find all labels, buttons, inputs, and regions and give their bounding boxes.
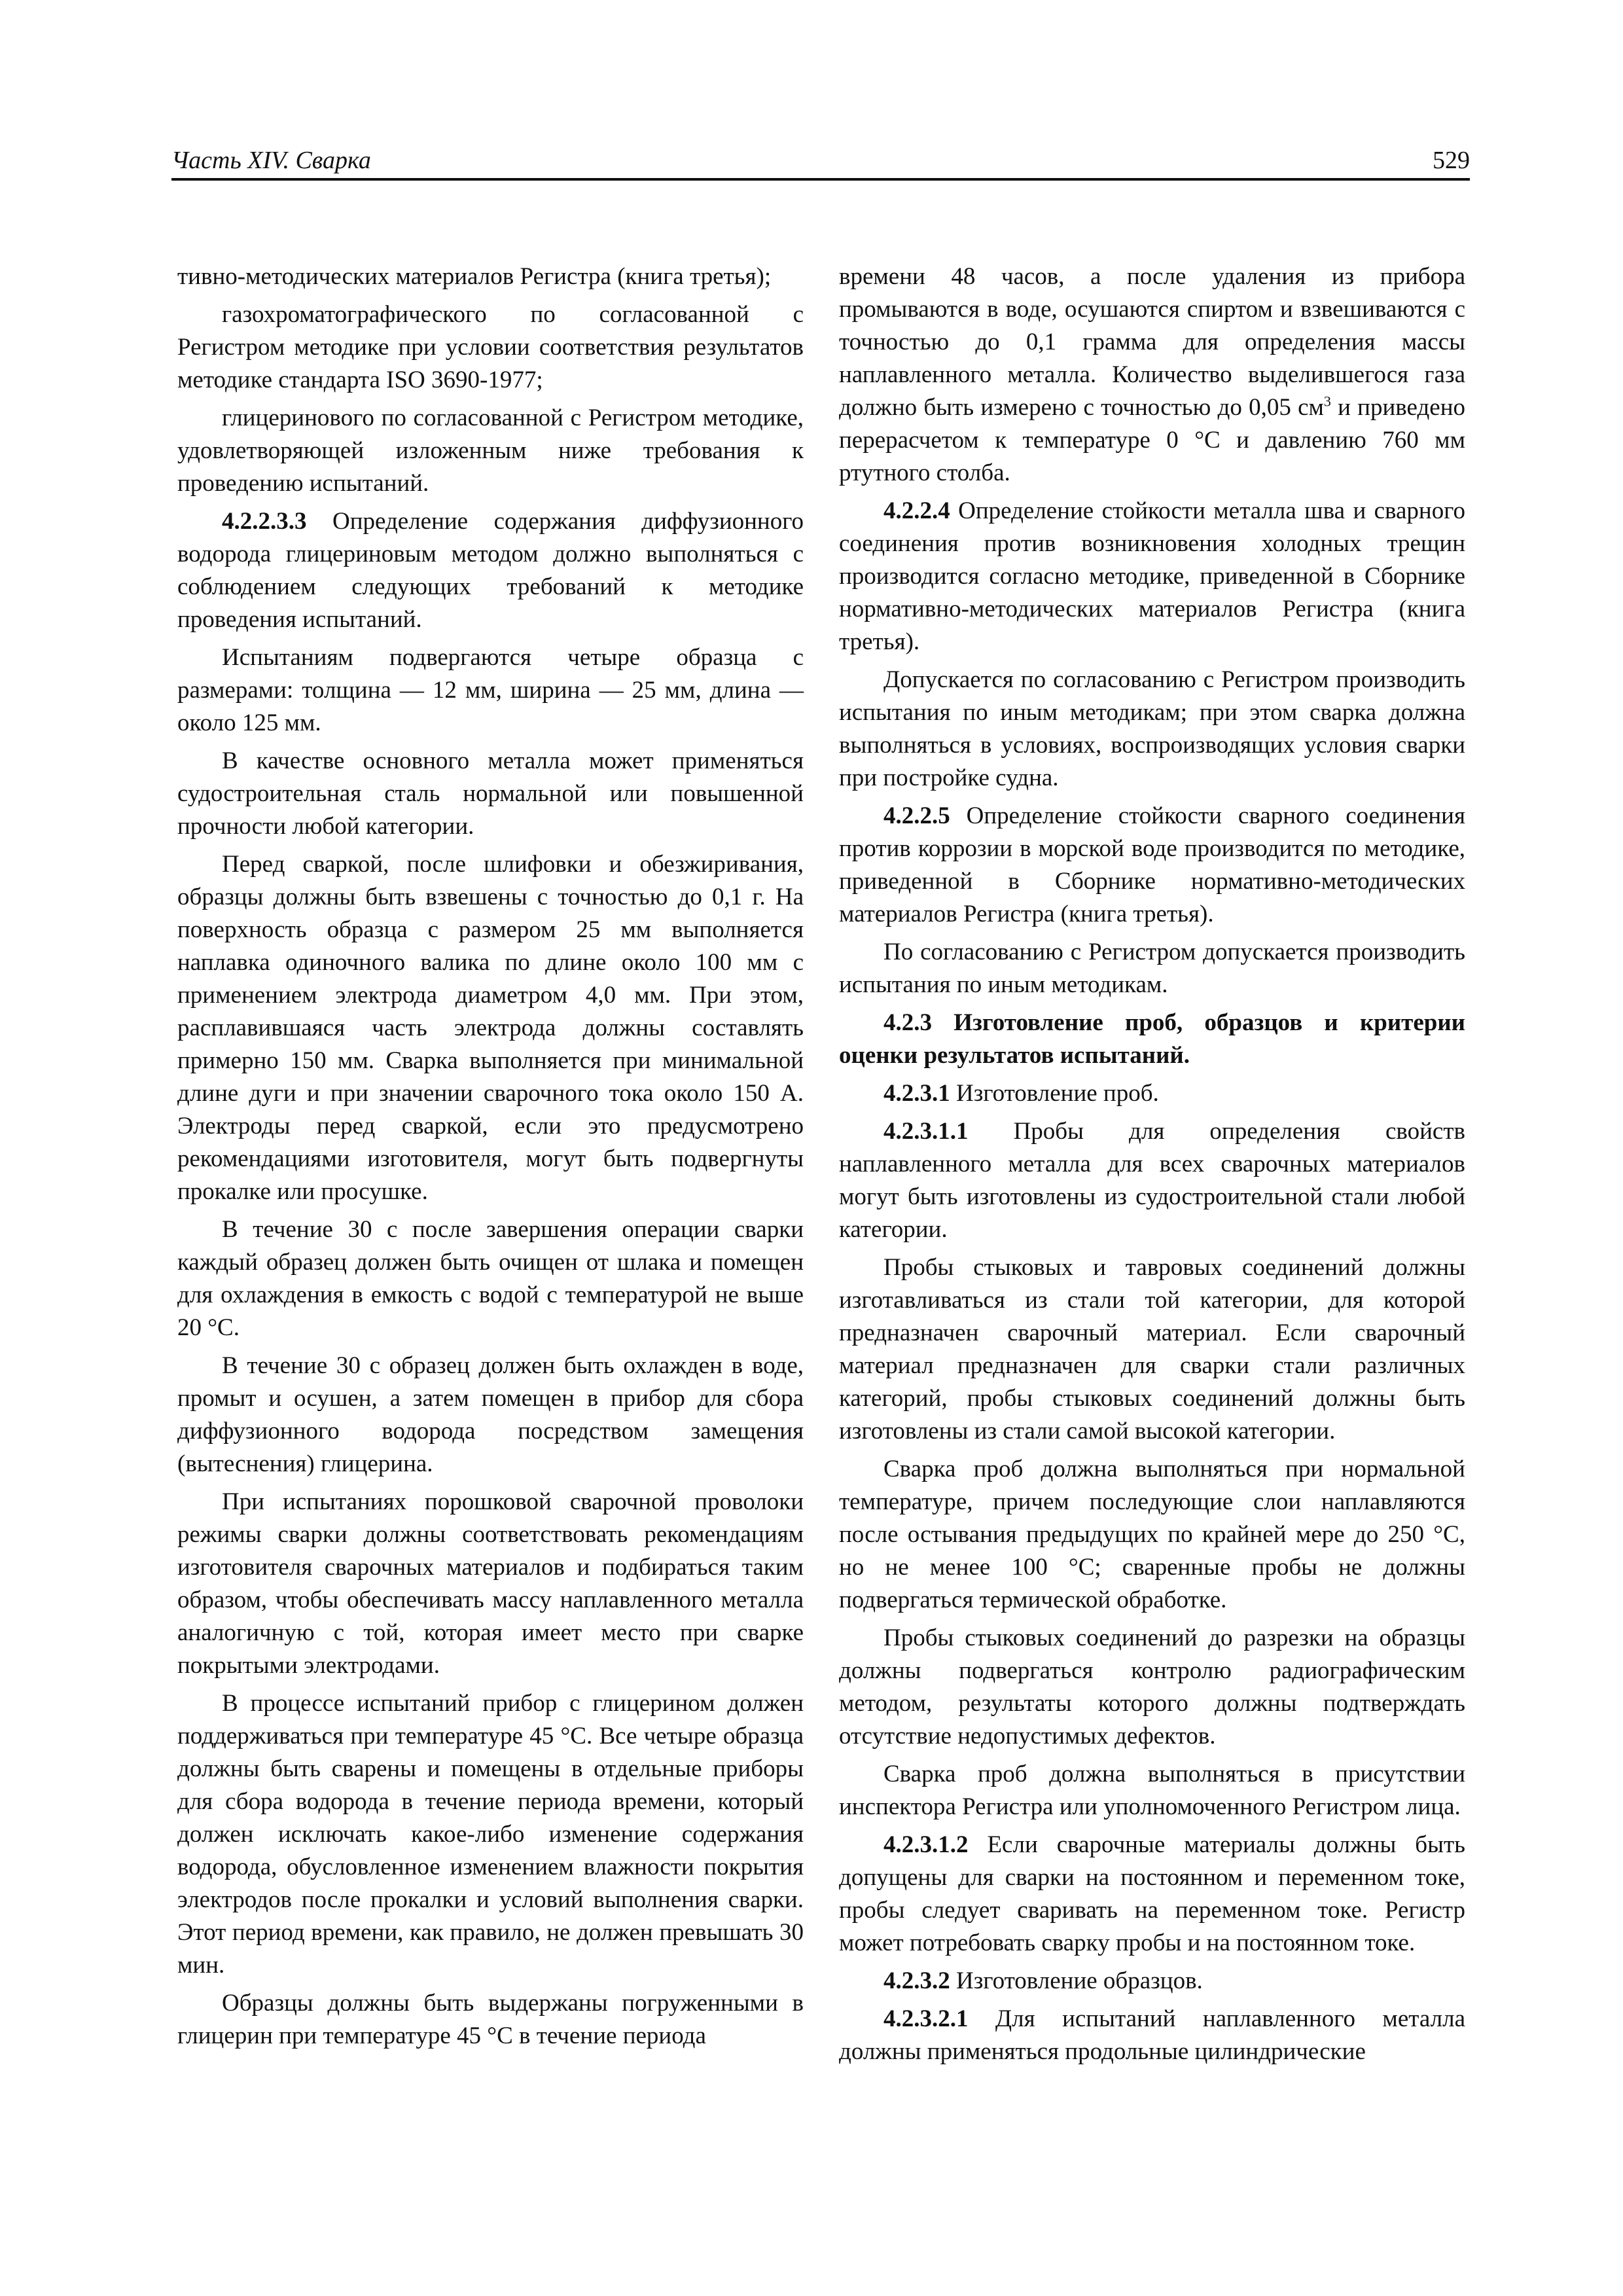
paragraph: Испытаниям подвергаются четыре образца с размерами: толщина — 12 мм, ширина — 25 мм, длина — около 125 мм.: [177, 644, 804, 736]
paragraph-text: Определение стойкости металла шва и сварного соединения против возникновения холодных трещин производится согласно методике, приведенной в Сборнике нормативно-методических материалов Регистра (книга третья).: [839, 497, 1465, 655]
paragraph-text: Для испытаний наплавленного металла должны применяться продольные цилиндрические: [839, 2005, 1465, 2065]
section-paragraph: [839, 495, 1465, 658]
paragraph: Пробы стыковых и тавровых соединений должны изготавливаться из стали той категории, для которой предназначен сварочный материал. Если сварочный материал предназначен для сварки стали различных категорий, пробы стыковых соединений должны быть изготовлены из стали самой высокой категории.: [839, 1254, 1465, 1444]
paragraph: [839, 260, 1465, 490]
running-header: [171, 139, 1470, 181]
section-number: 4.2.2.4: [883, 497, 950, 524]
paragraph: В качестве основного металла может применяться судостроительная сталь нормальной или повышенной прочности любой категории.: [177, 747, 804, 840]
section-paragraph: [839, 1115, 1465, 1246]
paragraph: В течение 30 с образец должен быть охлажден в воде, промыт и осушен, а затем помещен в прибор для сбора диффузионного водорода посредством замещения (вытеснения) глицерина.: [177, 1352, 804, 1477]
section-paragraph: [839, 1965, 1465, 1998]
paragraph-text: Определение стойкости сварного соединения против коррозии в морской воде производится по методике, приведенной в Сборнике нормативно-методических материалов Регистра (книга третья).: [839, 802, 1465, 927]
section-paragraph: [839, 800, 1465, 931]
paragraph: Сварка проб должна выполняться в присутствии инспектора Регистра или уполномоченного Регистром лица.: [839, 1761, 1465, 1820]
paragraph-text: и приведено перерасчетом к температуре 0 °С и давлению 760 мм ртутного столба.: [839, 394, 1466, 486]
section-paragraph: [177, 505, 804, 636]
paragraph-text: Если сварочные материалы должны быть допущены для сварки на постоянном и переменном токе, пробы следует сваривать на переменном токе. Регистр может потребовать сварку пробы и на постоянном токе.: [839, 1831, 1465, 1956]
section-number: 4.2.3.2.1: [883, 2005, 969, 2032]
paragraph: тивно-методических материалов Регистра (книга третья);: [177, 263, 772, 290]
paragraph-text: Пробы для определения свойств наплавленного металла для всех сварочных материалов могут быть изготовлены из судостроительной стали любой категории.: [839, 1118, 1465, 1243]
paragraph: Пробы стыковых соединений до разрезки на образцы должны подвергаться контролю радиографическим методом, результаты которого должны подтверждать отсутствие недопустимых дефектов.: [839, 1624, 1465, 1749]
paragraph: Перед сваркой, после шлифовки и обезжиривания, образцы должны быть взвешены с точностью до 0,1 г. На поверхность образца с размером 25 мм выполняется наплавка одиночного валика по длине около 100 мм с применением электрода диаметром 4,0 мм. При этом, расплавившаяся часть электрода должны составлять примерно 150 мм. Сварка выполняется при минимальной длине дуги и при значении сварочного тока около 150 А. Электроды перед сваркой, если это предусмотрено рекомендациями изготовителя, могут быть подвергнуты прокалке или просушке.: [177, 851, 804, 1205]
paragraph-text: Изготовление образцов.: [950, 1967, 1203, 1994]
section-paragraph: [839, 1829, 1465, 1960]
section-number: 4.2.3.1: [883, 1080, 950, 1107]
left-column: [177, 260, 804, 2053]
paragraph: газохроматографического по согласованной с Регистром методике при условии соответствия результатов методике стандарта ISO 3690-1977;: [177, 301, 804, 393]
page-number: 529: [1433, 147, 1470, 174]
paragraph: Образцы должны быть выдержаны погруженными в глицерин при температуре 45 °С в течение периода: [177, 1990, 804, 2049]
section-paragraph: [839, 1077, 1465, 1110]
paragraph: Допускается по согласованию с Регистром производить испытания по иным методикам; при этом сварка должна выполняться в условиях, воспроизводящих условия сварки при постройке судна.: [839, 666, 1465, 791]
right-column: [839, 260, 1465, 2068]
section-heading: 4.2.3 Изготовление проб, образцов и критерии оценки результатов испытаний.: [839, 1009, 1465, 1069]
paragraph-text: Определение содержания диффузионного водорода глицериновым методом должно выполняться с соблюдением следующих требований к методике проведения испытаний.: [177, 508, 804, 633]
section-paragraph: [839, 2003, 1465, 2068]
section-title: Часть XIV. Сварка: [171, 147, 371, 174]
paragraph: глицеринового по согласованной с Регистром методике, удовлетворяющей изложенным ниже требования к проведению испытаний.: [177, 404, 804, 497]
section-number: 4.2.3.1.2: [883, 1831, 969, 1858]
paragraph: В течение 30 с после завершения операции сварки каждый образец должен быть очищен от шлака и помещен для охлаждения в емкость с водой с температурой не выше 20 °С.: [177, 1216, 804, 1341]
paragraph: По согласованию с Регистром допускается производить испытания по иным методикам.: [839, 939, 1465, 998]
paragraph-text: времени 48 часов, а после удаления из прибора промываются в воде, осушаются спиртом и взвешиваются с точностью до 0,1 грамма для определения массы наплавленного металла. Количество выделившегося газа должно быть измерено с точностью до 0,05 см: [839, 263, 1465, 421]
section-number: 4.2.2.5: [883, 802, 950, 829]
paragraph-text: Изготовление проб.: [950, 1080, 1159, 1107]
section-number: 4.2.2.3.3: [222, 508, 307, 535]
section-number: 4.2.3.1.1: [883, 1118, 969, 1145]
superscript: 3: [1323, 393, 1331, 410]
paragraph: При испытаниях порошковой сварочной проволоки режимы сварки должны соответствовать рекомендациям изготовителя сварочных материалов и подбираться таким образом, чтобы обеспечивать массу наплавленного металла аналогичную с той, которая имеет место при сварке покрытыми электродами.: [177, 1488, 804, 1679]
paragraph: В процессе испытаний прибор с глицерином должен поддерживаться при температуре 45 °С. Все четыре образца должны быть сварены и помещены в отдельные приборы для сбора водорода в течение периода времени, который должен исключать какое-либо изменение содержания водорода, обусловленное изменением влажности покрытия электродов после прокалки и условий выполнения сварки. Этот период времени, как правило, не должен превышать 30 мин.: [177, 1690, 804, 1979]
paragraph: Сварка проб должна выполняться при нормальной температуре, причем последующие слои наплавляются после остывания предыдущих по крайней мере до 250 °С, но не менее 100 °С; сваренные пробы не должны подвергаться термической обработке.: [839, 1456, 1465, 1613]
section-number: 4.2.3.2: [883, 1967, 950, 1994]
